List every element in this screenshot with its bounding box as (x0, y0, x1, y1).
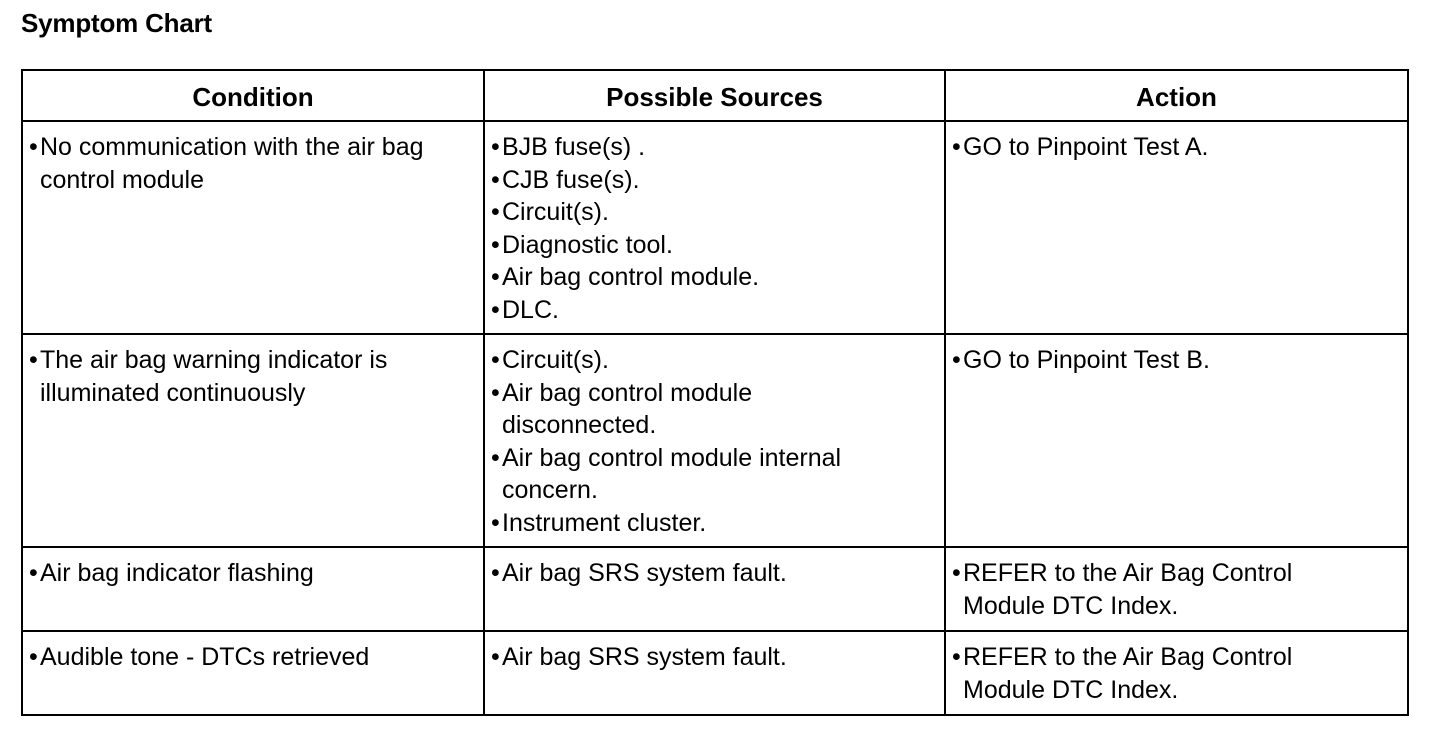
source-item: • Circuit(s). (491, 344, 938, 377)
source-item: • BJB fuse(s) . (491, 131, 938, 164)
column-header-action: Action (945, 70, 1408, 121)
header-row (22, 70, 1408, 121)
action-cell (945, 631, 1408, 715)
condition-cell (22, 631, 484, 715)
source-item: • Air bag control module. (491, 261, 938, 294)
condition-text: • Air bag indicator flashing (29, 557, 477, 590)
action-cell (945, 121, 1408, 334)
condition-text: • No communication with the air bag control module (29, 131, 435, 196)
table-row (22, 547, 1408, 631)
action-text: • GO to Pinpoint Test B. (952, 344, 1401, 377)
source-item: • Air bag control module disconnected. (491, 377, 802, 442)
sources-cell (484, 334, 945, 547)
condition-text: • Audible tone - DTCs retrieved (29, 641, 477, 674)
page-title: Symptom Chart (21, 8, 212, 38)
column-header-condition: Condition (22, 70, 484, 121)
source-item: • Air bag SRS system fault. (491, 641, 938, 674)
source-item: • DLC. (491, 294, 938, 327)
sources-cell (484, 547, 945, 631)
condition-cell (22, 121, 484, 334)
source-item: • Air bag SRS system fault. (491, 557, 938, 590)
source-item: • Diagnostic tool. (491, 229, 938, 262)
sources-cell (484, 121, 945, 334)
column-header-possible-sources: Possible Sources (484, 70, 945, 121)
table-row (22, 334, 1408, 547)
condition-cell (22, 334, 484, 547)
action-text: • REFER to the Air Bag Control Module DTC Index. (952, 641, 1363, 706)
action-text: • GO to Pinpoint Test A. (952, 131, 1401, 164)
sources-cell (484, 631, 945, 715)
action-text: • REFER to the Air Bag Control Module DTC Index. (952, 557, 1363, 622)
source-item: • Air bag control module internal concern. (491, 442, 907, 507)
action-cell (945, 334, 1408, 547)
condition-cell (22, 547, 484, 631)
table-row (22, 121, 1408, 334)
source-item: • Instrument cluster. (491, 507, 938, 540)
action-cell (945, 547, 1408, 631)
source-item: • Circuit(s). (491, 196, 938, 229)
source-item: • CJB fuse(s). (491, 164, 938, 197)
symptom-table (21, 69, 1409, 716)
table-row (22, 631, 1408, 715)
condition-text: • The air bag warning indicator is illuminated continuously (29, 344, 460, 409)
